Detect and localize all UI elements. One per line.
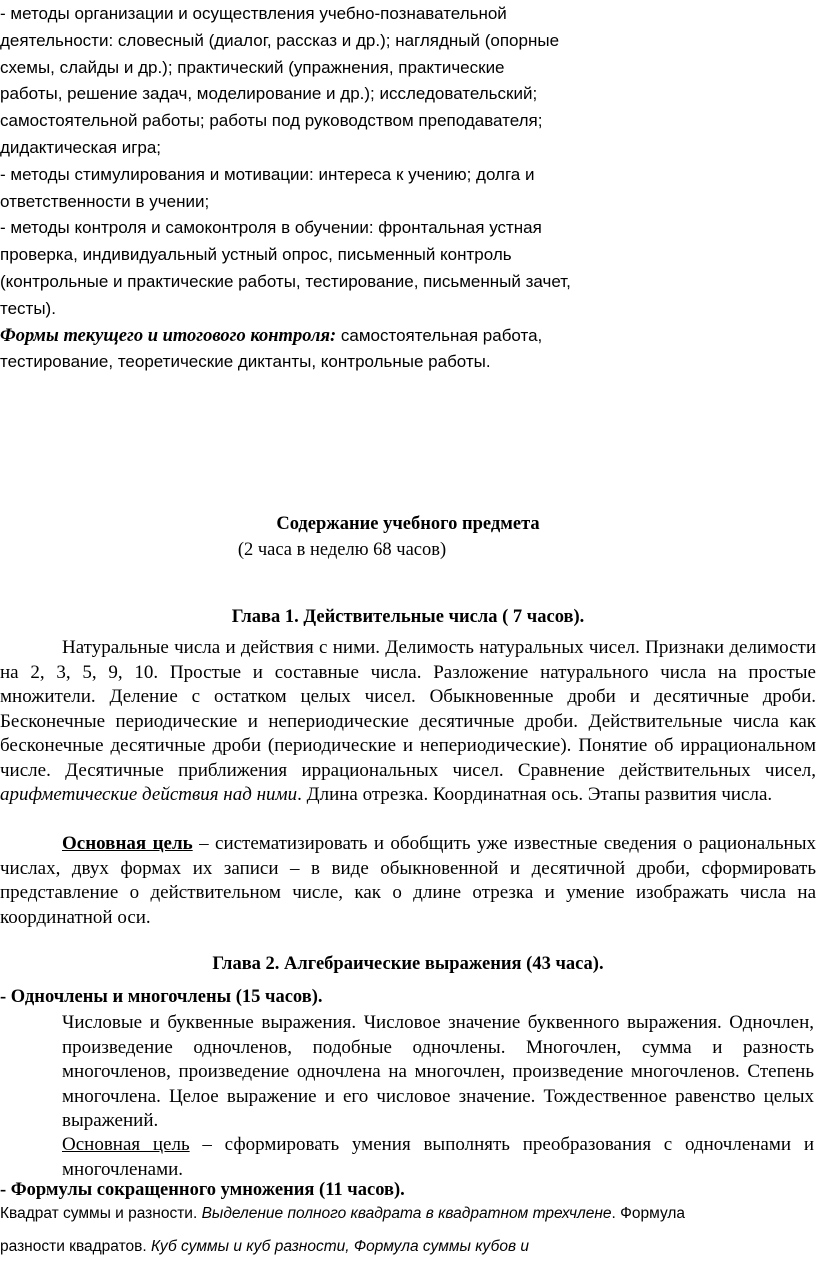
chapter2-sub2-heading: - Формулы сокращенного умножения (11 часов). — [0, 1180, 405, 1200]
list-line: - методы стимулирования и мотивации: интереса к учению; долга и — [0, 164, 535, 184]
chapter1-italic: арифметические действия над ними — [0, 784, 298, 805]
chapter2-heading: Глава 2. Алгебраические выражения (43 часа). — [212, 954, 604, 974]
list-line: дидактическая игра; — [0, 137, 162, 157]
last-line-2-a: разности квадратов. — [0, 1238, 151, 1255]
list-line: тесты). — [0, 298, 56, 318]
last-line-1-italic: Выделение полного квадрата в квадратном трехчлене — [201, 1205, 612, 1222]
last-line-2 — [0, 1238, 529, 1256]
content-subtitle: (2 часа в неделю 68 часов) — [237, 540, 447, 560]
list-line: ответственности в учении; — [0, 191, 210, 211]
forms-label: Формы текущего и итогового контроля: — [0, 325, 337, 346]
list-line: проверка, индивидуальный устный опрос, письменный контроль — [0, 245, 512, 265]
methods-list — [0, 1, 700, 376]
last-line-1 — [0, 1205, 685, 1223]
chapter2-goal-text: – сформировать умения выполнять преобразования с одночленами и многочленами. — [62, 1134, 814, 1180]
content-title: Содержание учебного предмета — [276, 514, 540, 534]
list-line: схемы, слайды и др.); практический (упражнения, практические — [0, 57, 505, 77]
list-line: - методы организации и осуществления учебно-познавательной — [0, 4, 507, 23]
list-line: - методы контроля и самоконтроля в обучении: фронтальная устная — [0, 218, 542, 238]
chapter2-goal — [62, 1133, 814, 1182]
chapter1-paragraph — [0, 636, 816, 808]
chapter1-goal-label: Основная цель — [62, 833, 193, 854]
last-line-2-italic: Куб суммы и куб разности, Формула суммы кубов и — [150, 1238, 529, 1255]
forms-line — [0, 323, 700, 350]
forms-text: самостоятельная работа, — [336, 325, 543, 345]
chapter2-sub1-text: Числовые и буквенные выражения. Числовое значение буквенного выражения. Одночлен, произведение одночленов, подобные одночлены. Многочлен, сумма и разность многочленов, произведение одночлена на многочлен, произведение многочленов. Степень многочлена. Целое выражение и его числовое значение. Тождественное равенство целых выражений. — [62, 1012, 814, 1131]
last-line-1-b: . Формула — [611, 1205, 686, 1222]
list-line: самостоятельной работы; работы под руководством преподавателя; — [0, 111, 543, 131]
list-line: работы, решение задач, моделирование и др.); исследовательский; — [0, 84, 538, 104]
chapter2-sub1-heading: - Одночлены и многочлены (15 часов). — [0, 987, 323, 1007]
last-line-1-a: Квадрат суммы и разности. — [0, 1205, 202, 1222]
chapter1-text-b: . Длина отрезка. Координатная ось. Этапы развития числа. — [297, 784, 773, 805]
chapter1-goal — [0, 832, 816, 930]
chapter1-heading: Глава 1. Действительные числа ( 7 часов). — [231, 607, 585, 627]
chapter2-goal-label: Основная цель — [62, 1134, 190, 1155]
chapter1-text-a: Натуральные числа и действия с ними. Делимость натуральных чисел. Признаки делимости на 2, 3, 5, 9, 10. Простые и составные числа. Разложение натурального числа на простые множители. Деление с остатком целых чисел. Обыкновенные дроби и десятичные дроби. Бесконечные периодические и непериодические десятичные дроби. Действительные числа как бесконечные десятичные дроби (периодические и непериодические). Понятие об иррациональном числе. Десятичные приближения иррациональных чисел. Сравнение действительных чисел, — [0, 637, 816, 781]
forms-line-2: тестирование, теоретические диктанты, контрольные работы. — [0, 352, 491, 372]
list-line: (контрольные и практические работы, тестирование, письменный зачет, — [0, 271, 571, 291]
chapter1-goal-text: – систематизировать и обобщить уже известные сведения о рациональных числах, двух формах их записи – в виде обыкновенной и десятичной дроби, сформировать представление о действительном числе, как о длине отрезка и умение изображать числа на координатной оси. — [0, 833, 816, 928]
list-line: деятельности: словесный (диалог, рассказ и др.); наглядный (опорные — [0, 30, 560, 50]
